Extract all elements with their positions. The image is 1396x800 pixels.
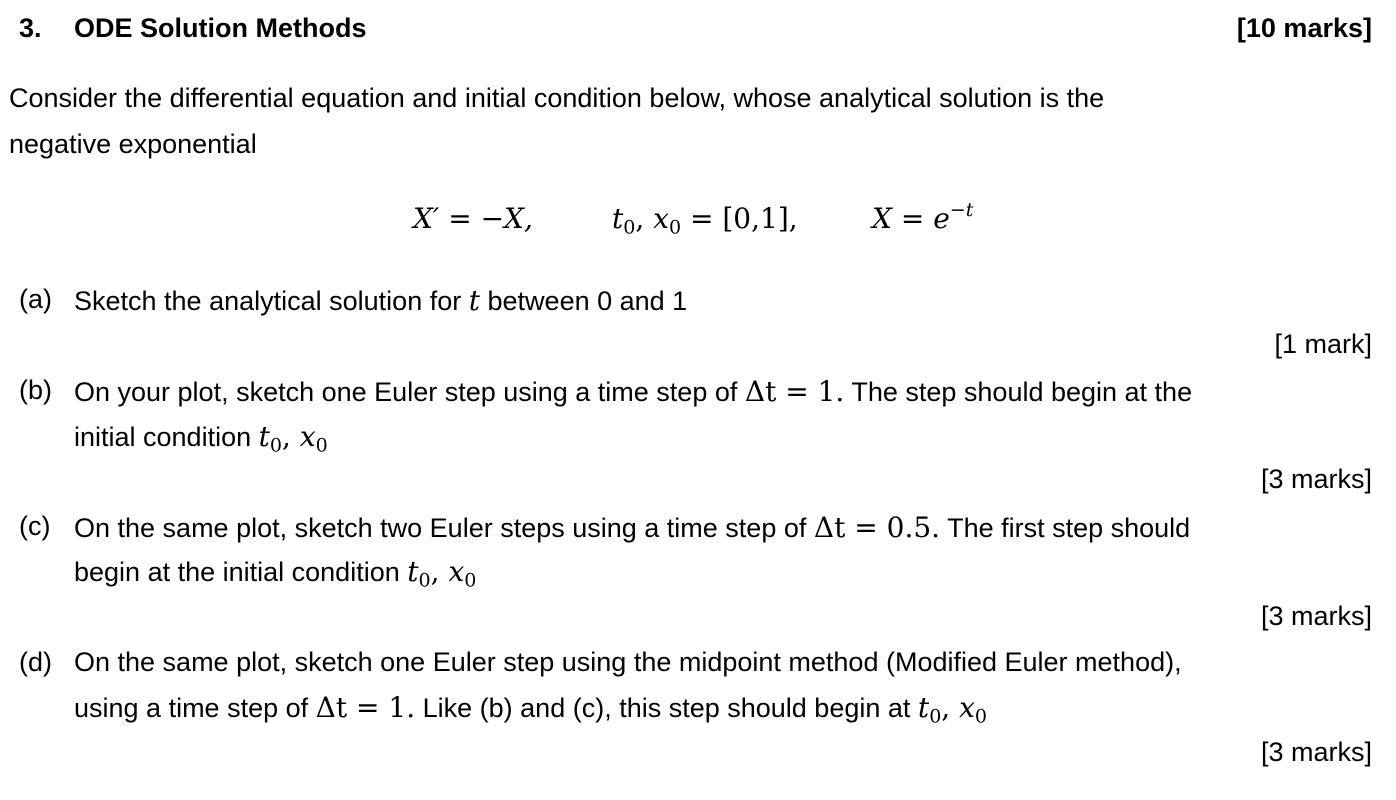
part-b-text-before: On your plot, sketch one Euler step using a time step of (74, 377, 738, 407)
part-b-line-1 (74, 375, 1192, 408)
part-d-text-after: Like (b) and (c), this step should begin at (422, 693, 911, 723)
part-c-line-1 (74, 511, 1190, 544)
intro-line-1: Consider the differential equation and initial condition below, whose analytical solution is the (9, 83, 1105, 113)
part-d-text-before: using a time step of (74, 693, 309, 723)
part-b-label: (b) (19, 375, 52, 405)
part-a-var: t (468, 284, 480, 317)
part-a-text-before: Sketch the analytical solution for (74, 286, 462, 316)
question-title: ODE Solution Methods (74, 13, 367, 43)
part-d-marks: [3 marks] (1260, 737, 1372, 767)
part-a-text (74, 284, 687, 317)
part-c-text-before: On the same plot, sketch two Euler steps using a time step of (74, 513, 807, 543)
part-c-ic: $t_0$, $x_0$ (407, 555, 477, 592)
ic-t-sub: 0 (623, 216, 636, 239)
sol-exp: −t (949, 199, 974, 222)
part-c-line-2-text: begin at the initial condition (74, 557, 400, 587)
ode-lhs: X′ (413, 202, 440, 235)
part-b-math: Δt = 1. (744, 375, 845, 408)
part-c-text-after: The first step should (947, 513, 1191, 543)
part-a-marks: [1 mark] (1274, 329, 1372, 359)
part-d-math: Δt = 1. (315, 691, 416, 724)
part-b-marks: [3 marks] (1260, 464, 1372, 494)
equation-ode (413, 202, 533, 235)
ode-rhs: −X, (480, 202, 533, 235)
part-d-line-1: On the same plot, sketch one Euler step using the midpoint method (Modified Euler method), (74, 647, 1182, 677)
equation-solution (872, 199, 974, 235)
sol-eq-sign: = (900, 202, 925, 235)
part-d-line-2 (74, 691, 988, 728)
part-a-text-after: between 0 and 1 (487, 286, 688, 316)
question-total-marks: [10 marks] (1236, 13, 1372, 43)
part-b-line-2-text: initial condition (74, 422, 252, 452)
equation-initial-condition (612, 202, 798, 239)
question-number: 3. (19, 13, 42, 43)
part-b-text-after: The step should begin at the (851, 377, 1193, 407)
ic-x-sub: 0 (668, 216, 682, 239)
intro-line-2: negative exponential (9, 129, 257, 159)
part-c-line-2 (74, 555, 477, 592)
ic-value: [0,1], (722, 202, 798, 235)
part-c-marks: [3 marks] (1260, 601, 1372, 631)
sol-base: e (933, 202, 950, 235)
part-b-line-2 (74, 420, 328, 457)
part-a-label: (a) (19, 284, 52, 314)
part-c-label: (c) (19, 511, 51, 541)
part-b-ic: $t_0$, $x_0$ (258, 420, 328, 457)
ic-eq-sign: = (690, 202, 714, 235)
ic-t: t (612, 202, 624, 235)
ic-comma: , (635, 202, 645, 235)
ic-x: x (653, 202, 669, 235)
part-d-ic: $t_0$, $x_0$ (917, 691, 988, 728)
part-d-label: (d) (19, 647, 52, 677)
ode-eq-sign: = (448, 202, 472, 235)
part-c-math: Δt = 0.5. (813, 511, 941, 544)
sol-lhs: X (872, 202, 892, 235)
